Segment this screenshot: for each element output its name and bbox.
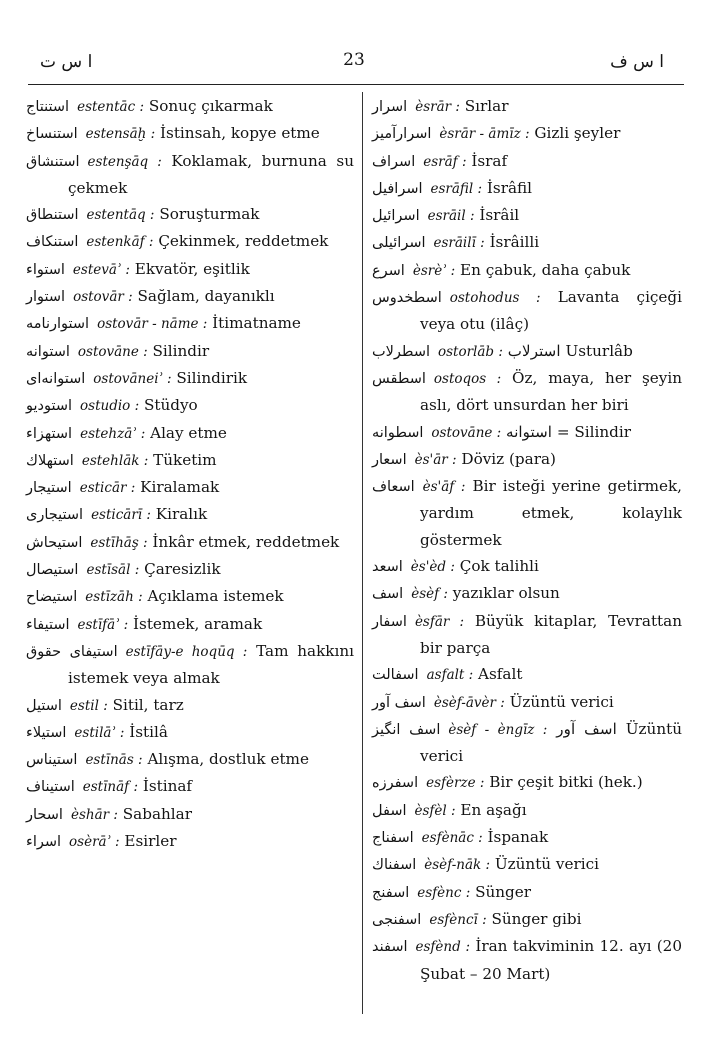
definition: Gizli şeyler — [534, 124, 621, 143]
definition: اسف آور Üzüntü verici — [420, 719, 682, 766]
headword-arabic: اسرافيل — [372, 180, 423, 197]
definition: استرلاب Usturlâb — [507, 341, 633, 360]
definition: Sonuç çıkarmak — [148, 97, 273, 115]
dictionary-entry — [26, 447, 354, 474]
dictionary-entry — [372, 716, 682, 770]
headword-arabic: استيل — [26, 697, 62, 714]
definition: İstilâ — [129, 722, 168, 741]
dictionary-entry — [372, 365, 682, 419]
transliteration: esrāil : — [427, 208, 475, 225]
transliteration: ostohodus : — [449, 290, 541, 307]
dictionary-entry — [26, 501, 354, 528]
headword-arabic: اسعار — [372, 451, 407, 468]
headword-arabic: استهزاء — [26, 425, 73, 442]
headword-arabic: استواء — [26, 261, 65, 278]
transliteration: estensāḫ : — [85, 126, 156, 143]
definition: Tam hakkını istemek veya almak — [68, 641, 354, 688]
transliteration: esfènāc : — [421, 830, 483, 847]
transliteration: ostovāne : — [431, 424, 502, 441]
transliteration: esrāfil : — [430, 180, 483, 197]
dictionary-entry — [26, 310, 354, 337]
transliteration: èsfār : — [414, 613, 465, 630]
definition: Bir isteği yerine getirmek, yardım etmek, kolaylık göstermek — [420, 477, 683, 549]
dictionary-entry — [372, 933, 682, 987]
transliteration: esfènd : — [415, 939, 471, 956]
transliteration: èshār : — [70, 806, 118, 823]
headword-arabic: استنكاف — [26, 234, 79, 251]
dictionary-entry — [372, 419, 682, 446]
transliteration: ostudio : — [80, 398, 140, 415]
transliteration: estehzāʾ : — [80, 425, 146, 442]
dictionary-entry — [26, 365, 354, 392]
dictionary-entry — [372, 797, 682, 824]
headword-arabic: استوانه — [26, 343, 70, 360]
dictionary-entry — [372, 608, 682, 662]
transliteration: estentāc : — [77, 99, 144, 115]
headword-arabic: استنشاق — [26, 153, 80, 170]
dictionary-entry — [372, 202, 682, 229]
definition: yazıklar olsun — [452, 584, 560, 603]
transliteration: esticār : — [79, 480, 136, 497]
dictionary-entry — [372, 769, 682, 796]
dictionary-entry — [372, 284, 682, 338]
transliteration: èsrār : — [415, 99, 460, 115]
headword-arabic: استهلاك — [26, 452, 74, 469]
headword-arabic: استيناس — [26, 752, 78, 769]
definition: İstemek, aramak — [133, 614, 263, 633]
page-header — [0, 0, 708, 92]
definition: İsraf — [471, 151, 508, 170]
headword-arabic: استيفای حقوق — [26, 643, 118, 660]
definition: İstinsah, kopye etme — [160, 124, 320, 143]
definition: Öz, maya, her şeyin aslı, dört unsurdan her biri — [420, 368, 682, 415]
definition: Sitil, tarz — [112, 695, 184, 714]
transliteration: esrāf : — [423, 153, 467, 170]
headword-arabic: اسراء — [26, 834, 62, 851]
headword-arabic: اسعد — [372, 559, 403, 576]
headword-arabic: اسطوانه — [372, 424, 424, 441]
dictionary-entry — [372, 93, 682, 120]
headword-arabic: اسرائيل — [372, 208, 420, 225]
headword-arabic: اسفند — [372, 939, 408, 956]
transliteration: ostovāneiʾ : — [93, 370, 172, 387]
dictionary-entry — [26, 638, 354, 692]
dictionary-entry — [26, 120, 354, 147]
definition: Kiralık — [155, 505, 208, 524]
transliteration: ès'āf : — [422, 479, 466, 496]
headword-arabic: استيصال — [26, 562, 79, 579]
transliteration: èsrār - āmīz : — [439, 126, 530, 143]
definition: İstinaf — [142, 777, 193, 796]
headword-arabic: استيفاء — [26, 616, 70, 633]
headword-arabic: استوانه‌ای — [26, 370, 86, 387]
definition: Çekinmek, reddetmek — [158, 232, 329, 251]
headword-arabic: استيحاش — [26, 534, 83, 551]
dictionary-entry — [372, 824, 682, 851]
dictionary-entry — [26, 801, 354, 828]
transliteration: estehlāk : — [81, 452, 149, 469]
dictionary-entry — [372, 257, 682, 284]
definition: Silindir — [152, 341, 210, 360]
definition: Bir çeşit bitki (hek.) — [489, 773, 643, 792]
dictionary-entry — [372, 446, 682, 473]
headword-arabic: اسف انگيز — [372, 721, 441, 738]
headword-arabic: اسفناج — [372, 830, 414, 847]
transliteration: esfènc : — [417, 884, 471, 901]
headword-arabic: اسطقس — [372, 370, 426, 387]
dictionary-entry — [26, 201, 354, 228]
headword-arabic: استيضاح — [26, 589, 78, 606]
dictionary-entry — [26, 392, 354, 419]
dictionary-entry — [26, 256, 354, 283]
transliteration: estīhāş : — [90, 534, 148, 551]
transliteration: estīfāʾ : — [77, 616, 129, 633]
transliteration: ostovāne : — [77, 343, 148, 360]
transliteration: estenşāq : — [87, 153, 162, 170]
transliteration: estīfāy-e hoqūq : — [125, 643, 248, 660]
dictionary-entry — [372, 175, 682, 202]
transliteration: ostoqos : — [433, 370, 502, 387]
definition: İran takviminin 12. ayı (20 Şubat – 20 Mart) — [420, 937, 682, 983]
headword-arabic: استنساخ — [26, 126, 78, 143]
headword-arabic: اسفنجی — [372, 911, 422, 928]
transliteration: estīsāl : — [86, 562, 140, 579]
headword-arabic: اسطرلاب — [372, 343, 430, 360]
right-column — [372, 93, 682, 987]
headword-arabic: استوار — [26, 289, 66, 306]
dictionary-entry — [26, 338, 354, 365]
transliteration: ostovār - nāme : — [97, 316, 208, 333]
transliteration: estentāq : — [86, 207, 155, 224]
dictionary-entry — [372, 689, 682, 716]
definition: Kiralamak — [140, 478, 220, 497]
dictionary-entry — [26, 93, 354, 120]
page-number: 23 — [343, 50, 365, 70]
transliteration: èsèf - èngīz : — [448, 721, 548, 738]
definition: Stüdyo — [143, 396, 198, 415]
dictionary-entry — [26, 148, 354, 202]
header-right-guide: ا س ف — [610, 52, 664, 72]
headword-arabic: اسرارآميز — [372, 126, 432, 143]
left-column — [26, 93, 354, 855]
column-divider — [362, 92, 363, 1014]
dictionary-entry — [372, 851, 682, 878]
headword-arabic: اسحار — [26, 806, 63, 823]
transliteration: ostovār : — [73, 289, 133, 306]
header-rule — [28, 84, 684, 85]
definition: Döviz (para) — [461, 449, 556, 468]
definition: Sağlam, dayanıklı — [137, 287, 275, 306]
dictionary-entry — [26, 611, 354, 638]
dictionary-entry — [372, 338, 682, 365]
dictionary-entry — [26, 420, 354, 447]
headword-arabic: اسرار — [372, 99, 408, 115]
definition: En aşağı — [460, 800, 527, 819]
definition: İtimatname — [212, 314, 301, 333]
transliteration: estenkāf : — [86, 234, 154, 251]
headword-arabic: اسراف — [372, 153, 416, 170]
headword-arabic: اسطخدوس — [372, 290, 442, 307]
definition: Sabahlar — [122, 804, 192, 823]
headword-arabic: اسرائيلی — [372, 235, 426, 252]
dictionary-entry — [372, 148, 682, 175]
dictionary-entry — [26, 283, 354, 310]
headword-arabic: اسفار — [372, 613, 407, 630]
headword-arabic: استوارنامه — [26, 316, 90, 333]
headword-arabic: اسفالت — [372, 667, 419, 684]
definition: Alay etme — [150, 423, 227, 442]
transliteration: èsfèl : — [414, 802, 456, 819]
dictionary-entry — [372, 120, 682, 147]
dictionary-entry — [372, 879, 682, 906]
dictionary-entry — [26, 746, 354, 773]
transliteration: estilāʾ : — [74, 724, 125, 741]
transliteration: ostorlāb : — [438, 343, 503, 360]
transliteration: osèrāʾ : — [69, 834, 120, 851]
dictionary-entry — [372, 229, 682, 256]
definition: Tüketim — [153, 450, 217, 469]
definition: İsrâil — [479, 206, 520, 225]
definition: Çaresizlik — [144, 560, 221, 579]
headword-arabic: اسفرزه — [372, 775, 419, 792]
dictionary-entry — [26, 773, 354, 800]
headword-arabic: اسفناك — [372, 857, 417, 874]
headword-arabic: اسف — [372, 586, 404, 603]
transliteration: èsèf-āvèr : — [433, 694, 505, 711]
headword-arabic: استيلاء — [26, 724, 67, 741]
definition: استوانه = Silindir — [506, 422, 631, 441]
definition: Koklamak, burnuna su çekmek — [68, 151, 354, 197]
dictionary-entry — [26, 692, 354, 719]
transliteration: èsrèʾ : — [412, 262, 456, 279]
header-left-guide: ا س ت — [40, 52, 93, 72]
transliteration: estil : — [69, 697, 108, 714]
transliteration: asfalt : — [426, 667, 474, 684]
dictionary-entry — [26, 556, 354, 583]
dictionary-entry — [26, 583, 354, 610]
headword-arabic: استوديو — [26, 398, 73, 415]
transliteration: èsèf : — [411, 586, 448, 603]
dictionary-entry — [26, 719, 354, 746]
dictionary-entry — [372, 580, 682, 607]
definition: İsrâilli — [489, 233, 540, 252]
dictionary-entry — [372, 553, 682, 580]
definition: Sırlar — [464, 97, 509, 115]
definition: Üzüntü verici — [494, 855, 599, 874]
headword-arabic: استيجار — [26, 480, 72, 497]
dictionary-entry — [26, 228, 354, 255]
dictionary-entry — [26, 529, 354, 556]
definition: Büyük kitaplar, Tevrattan bir parça — [420, 611, 682, 657]
headword-arabic: اسف آور — [372, 694, 426, 711]
definition: Esirler — [124, 832, 177, 851]
headword-arabic: استيناف — [26, 779, 75, 796]
transliteration: estīzāh : — [85, 589, 143, 606]
definition: Sünger — [475, 882, 532, 901]
definition: İnkâr etmek, reddetmek — [152, 532, 340, 551]
dictionary-entry — [372, 661, 682, 688]
headword-arabic: استنتاج — [26, 99, 70, 115]
definition: Sünger gibi — [491, 909, 582, 928]
definition: Üzüntü verici — [509, 692, 614, 711]
transliteration: esfèncī : — [429, 911, 487, 928]
definition: Açıklama istemek — [147, 587, 284, 606]
transliteration: esfèrze : — [426, 775, 485, 792]
headword-arabic: استنطاق — [26, 207, 79, 224]
definition: Çok talihli — [459, 557, 539, 576]
transliteration: estīnās : — [85, 752, 143, 769]
transliteration: ès'ār : — [414, 451, 457, 468]
definition: İspanak — [487, 828, 549, 847]
definition: Lavanta çiçeği veya otu (ilâç) — [420, 288, 682, 334]
transliteration: ès'èd : — [410, 559, 455, 576]
dictionary-entry — [372, 473, 682, 553]
headword-arabic: اسرع — [372, 262, 405, 279]
transliteration: esticārī : — [91, 507, 151, 524]
dictionary-entry — [372, 906, 682, 933]
definition: Asfalt — [478, 665, 523, 684]
headword-arabic: اسفنج — [372, 884, 410, 901]
transliteration: estīnāf : — [82, 779, 139, 796]
definition: İsrâfil — [486, 178, 533, 197]
headword-arabic: اسفل — [372, 802, 407, 819]
definition: Ekvatör, eşitlik — [134, 259, 250, 278]
definition: Soruşturmak — [159, 205, 260, 224]
definition: Silindirik — [176, 368, 248, 387]
definition: Alışma, dostluk etme — [147, 750, 309, 769]
dictionary-entry — [26, 474, 354, 501]
transliteration: èsèf-nāk : — [424, 857, 491, 874]
transliteration: esrāilī : — [433, 235, 485, 252]
headword-arabic: استيجاری — [26, 507, 84, 524]
dictionary-entry — [26, 828, 354, 855]
definition: En çabuk, daha çabuk — [460, 260, 631, 279]
transliteration: estevāʾ : — [72, 261, 130, 278]
headword-arabic: اسعاف — [372, 479, 415, 496]
